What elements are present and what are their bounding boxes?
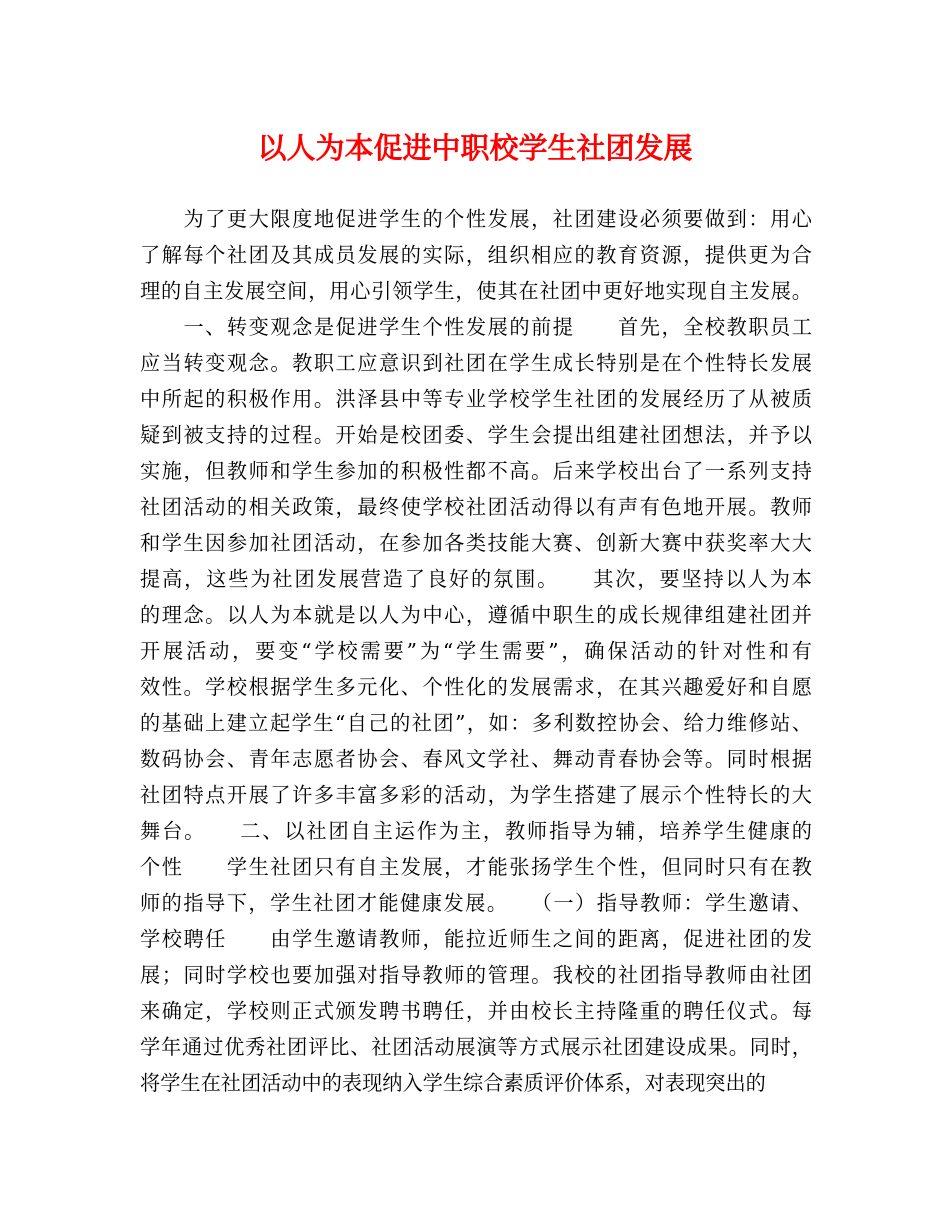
body-line: 效性。学校根据学生多元化、个性化的发展需求，在其兴趣爱好和自愿 [140,675,812,699]
body-line: 实施，但教师和学生参加的积极性都不高。后来学校出台了一系列支持 [140,459,812,483]
document-body [140,201,812,1101]
body-line: 开展活动，要变“学校需要”为“学生需要”，确保活动的针对性和有 [140,639,812,663]
body-line: 个性 学生社团只有自主发展，才能张扬学生个性，但同时只有在教 [140,855,812,879]
document-title: 以人为本促进中职校学生社团发展 [257,131,693,165]
body-line: 提高，这些为社团发展营造了良好的氛围。 其次，要坚持以人为本 [140,567,812,591]
body-line: 的基础上建立起学生“自己的社团”，如：多利数控协会、给力维修站、 [140,711,812,735]
body-line: 和学生因参加社团活动，在参加各类技能大赛、创新大赛中获奖率大大 [140,531,812,555]
body-line: 一、转变观念是促进学生个性发展的前提 首先，全校教职员工 [140,315,812,339]
body-line: 舞台。 二、以社团自主运作为主，教师指导为辅，培养学生健康的 [140,819,812,843]
body-line: 疑到被支持的过程。开始是校团委、学生会提出组建社团想法，并予以 [140,423,812,447]
body-line: 展；同时学校也要加强对指导教师的管理。我校的社团指导教师由社团 [140,963,812,987]
body-line: 的理念。以人为本就是以人为中心，遵循中职生的成长规律组建社团并 [140,603,812,627]
body-line: 中所起的积极作用。洪泽县中等专业学校学生社团的发展经历了从被质 [140,387,812,411]
body-line: 数码协会、青年志愿者协会、春风文学社、舞动青春协会等。同时根据 [140,747,812,771]
body-line: 将学生在社团活动中的表现纳入学生综合素质评价体系，对表现突出的 [140,1071,766,1095]
body-line: 理的自主发展空间，用心引领学生，使其在社团中更好地实现自主发展。 [140,279,812,303]
body-line: 学年通过优秀社团评比、社团活动展演等方式展示社团建设成果。同时， [140,1035,812,1059]
body-line: 社团活动的相关政策，最终使学校社团活动得以有声有色地开展。教师 [140,495,812,519]
body-line: 师的指导下，学生社团才能健康发展。 （一）指导教师：学生邀请、 [140,891,812,915]
body-line: 了解每个社团及其成员发展的实际，组织相应的教育资源，提供更为合 [140,243,812,267]
body-line: 应当转变观念。教职工应意识到社团在学生成长特别是在个性特长发展 [140,351,812,375]
body-line: 来确定，学校则正式颁发聘书聘任，并由校长主持隆重的聘任仪式。每 [140,999,812,1023]
body-line: 社团特点开展了许多丰富多彩的活动，为学生搭建了展示个性特长的大 [140,783,812,807]
body-line: 学校聘任 由学生邀请教师，能拉近师生之间的距离，促进社团的发 [140,927,812,951]
body-line: 为了更大限度地促进学生的个性发展，社团建设必须要做到：用心 [140,207,812,231]
